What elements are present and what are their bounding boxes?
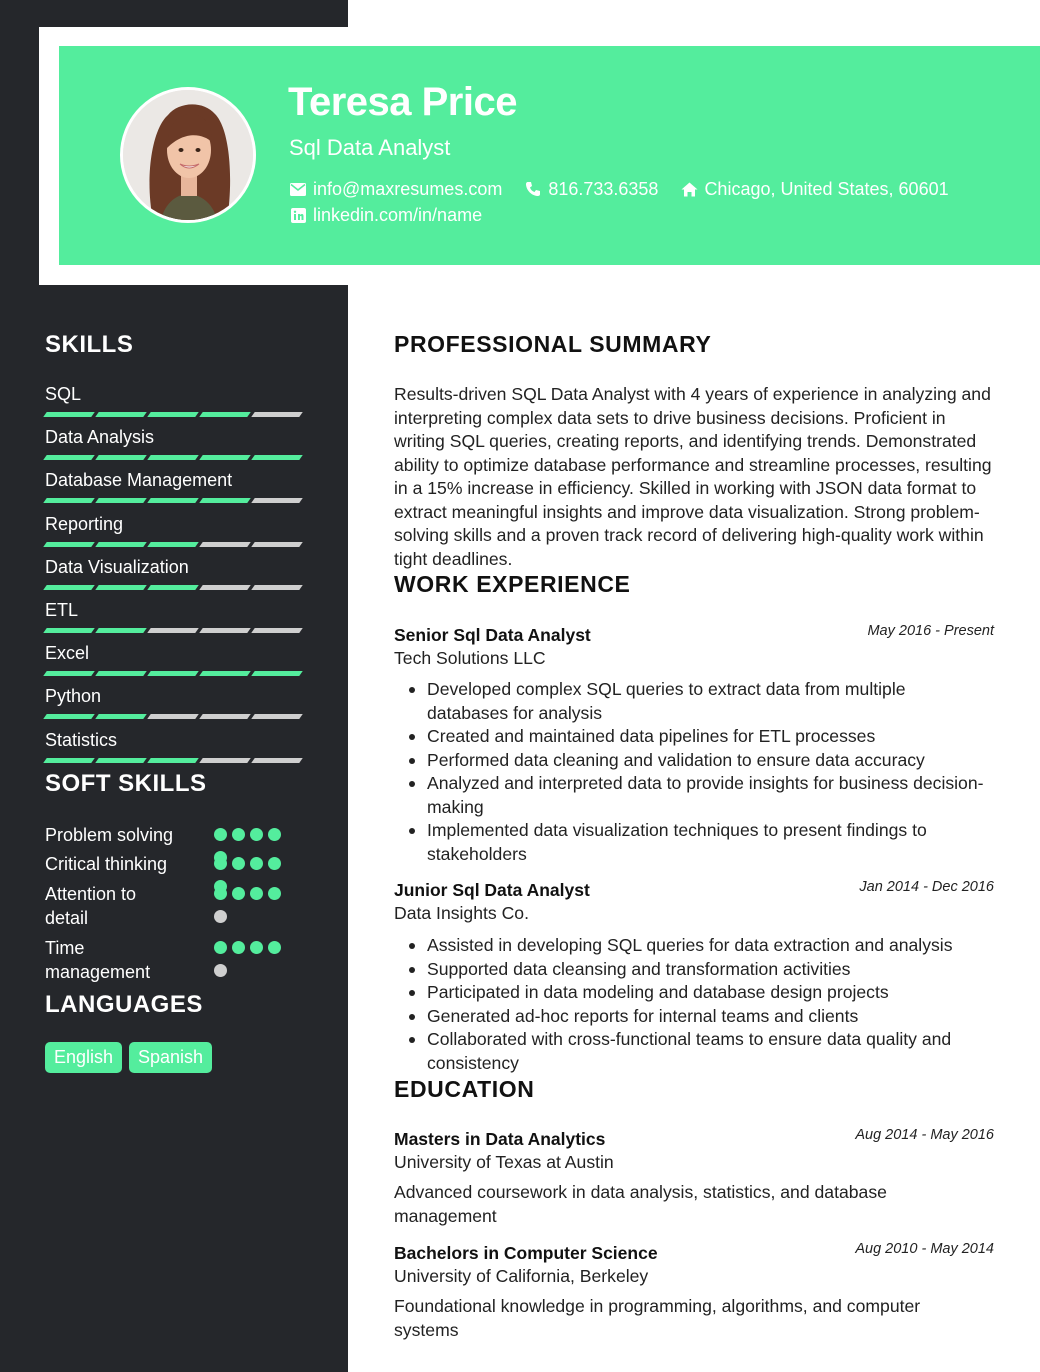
school-name: University of California, Berkeley — [394, 1266, 649, 1286]
rating-dot — [250, 828, 263, 841]
phone-contact[interactable] — [524, 179, 658, 200]
skill-name: Python — [45, 686, 102, 706]
skill-name: ETL — [45, 600, 79, 620]
phone-icon — [524, 180, 542, 198]
location-text: Chicago, United States, 60601 — [704, 178, 949, 199]
skill-level-segment — [199, 585, 251, 590]
language-tag-english: English — [45, 1042, 122, 1073]
skill-level-segment — [251, 585, 303, 590]
list-item: Implemented data visualization techniques to present findings to stakeholders — [406, 819, 986, 866]
linkedin-icon — [289, 206, 307, 224]
skill-level-segment — [251, 542, 303, 547]
email-contact[interactable] — [289, 179, 502, 200]
skill-level-segment — [95, 412, 147, 417]
skill-level-segment — [147, 585, 199, 590]
skill-name: Excel — [45, 643, 90, 663]
education-heading: EDUCATION — [394, 1076, 535, 1102]
skill-name: SQL — [45, 384, 82, 404]
skill-level-segment — [43, 671, 95, 676]
list-item: Assisted in developing SQL queries for data extraction and analysis — [406, 934, 986, 958]
skill-level-segment — [251, 498, 303, 503]
skill-level-bar — [45, 628, 301, 633]
skill-level-segment — [147, 542, 199, 547]
skill-level-segment — [199, 628, 251, 633]
home-icon — [680, 180, 698, 198]
soft-skills-heading: SOFT SKILLS — [45, 770, 207, 797]
skill-level-segment — [43, 628, 95, 633]
skill-level-segment — [147, 671, 199, 676]
soft-skill-label: Critical thinking — [45, 854, 168, 874]
rating-dot — [250, 887, 263, 900]
envelope-icon — [289, 180, 307, 198]
soft-skill-label: Attention to detail — [45, 884, 137, 928]
list-item: Performed data cleaning and validation to ensure data accuracy — [406, 749, 986, 773]
skill-level-segment — [43, 498, 95, 503]
skills-heading: SKILLS — [45, 331, 134, 358]
skill-level-segment — [95, 542, 147, 547]
skill-level-segment — [199, 455, 251, 460]
skill-level-bar — [45, 671, 301, 676]
skill-name: Reporting — [45, 514, 124, 534]
rating-dot — [232, 941, 245, 954]
rating-dot — [250, 857, 263, 870]
rating-dot — [268, 887, 281, 900]
skill-level-segment — [199, 758, 251, 763]
skill-name: Data Analysis — [45, 427, 155, 447]
skill-level-bar — [45, 585, 301, 590]
rating-dot — [214, 941, 227, 954]
skill-name: Data Visualization — [45, 557, 189, 577]
linkedin-text: linkedin.com/in/name — [313, 204, 483, 225]
skill-level-segment — [251, 412, 303, 417]
summary-text: Results-driven SQL Data Analyst with 4 years of experience in analyzing and interpreting complex data sets to drive business decisions. Proficient in writing SQL queries, creating reports, and identifying trends. Demonstrated ability to optimize database performance and streamline processes, resulting in a 15% increase in efficiency. Skilled in working with JSON data format to extract meaningful insights and improve data visualization. Strong problem-solving skills and a proven track record of delivering high-quality work within tight deadlines. — [394, 384, 992, 569]
job-title: Senior Sql Data Analyst — [394, 625, 591, 645]
degree-description: Advanced coursework in data analysis, statistics, and database management — [394, 1182, 887, 1226]
list-item: Participated in data modeling and database design projects — [406, 981, 986, 1005]
skill-level-segment — [251, 628, 303, 633]
skill-level-segment — [43, 455, 95, 460]
job-dates: May 2016 - Present — [867, 623, 994, 639]
candidate-name: Teresa Price — [288, 80, 517, 124]
linkedin-contact[interactable] — [289, 205, 482, 226]
skill-level-segment — [95, 714, 147, 719]
skill-level-segment — [95, 585, 147, 590]
rating-dot — [214, 857, 227, 870]
skill-name: Database Management — [45, 470, 233, 490]
degree-title: Bachelors in Computer Science — [394, 1243, 658, 1263]
candidate-role: Sql Data Analyst — [289, 135, 451, 160]
avatar-portrait — [123, 90, 253, 220]
soft-skill-label: Time management — [45, 938, 151, 982]
skill-level-segment — [95, 671, 147, 676]
skill-level-segment — [147, 498, 199, 503]
skill-level-segment — [147, 628, 199, 633]
skill-level-segment — [199, 542, 251, 547]
skill-level-segment — [43, 585, 95, 590]
skill-level-segment — [147, 412, 199, 417]
experience-heading: WORK EXPERIENCE — [394, 571, 631, 597]
skill-level-segment — [95, 455, 147, 460]
list-item: Analyzed and interpreted data to provide insights for business decision-making — [406, 772, 986, 819]
job-company: Tech Solutions LLC — [394, 648, 546, 668]
rating-dot — [232, 857, 245, 870]
rating-dot — [250, 941, 263, 954]
job-bullets — [406, 678, 986, 866]
language-tag-spanish: Spanish — [129, 1042, 212, 1073]
skill-level-bar — [45, 758, 301, 763]
degree-dates: Aug 2014 - May 2016 — [855, 1127, 994, 1143]
skill-level-bar — [45, 412, 301, 417]
skill-level-segment — [199, 412, 251, 417]
rating-dot — [214, 910, 227, 923]
skill-level-segment — [199, 714, 251, 719]
skill-level-segment — [43, 542, 95, 547]
soft-skill-label: Problem solving — [45, 825, 174, 845]
skill-level-segment — [251, 758, 303, 763]
rating-dot — [214, 964, 227, 977]
list-item: Supported data cleansing and transformation activities — [406, 958, 986, 982]
email-text: info@maxresumes.com — [313, 178, 503, 199]
skill-level-segment — [199, 498, 251, 503]
job-dates: Jan 2014 - Dec 2016 — [859, 879, 994, 895]
school-name: University of Texas at Austin — [394, 1152, 614, 1172]
skill-level-bar — [45, 714, 301, 719]
degree-dates: Aug 2010 - May 2014 — [855, 1241, 994, 1257]
skill-level-segment — [95, 498, 147, 503]
skill-level-segment — [251, 714, 303, 719]
skill-level-segment — [251, 671, 303, 676]
phone-text: 816.733.6358 — [548, 178, 659, 199]
skill-level-segment — [95, 758, 147, 763]
languages-heading: LANGUAGES — [45, 991, 203, 1018]
degree-description: Foundational knowledge in programming, algorithms, and computer systems — [394, 1296, 921, 1340]
job-title: Junior Sql Data Analyst — [394, 880, 590, 900]
skill-level-bar — [45, 455, 301, 460]
skill-level-bar — [45, 542, 301, 547]
skill-level-segment — [43, 714, 95, 719]
location-contact — [680, 179, 948, 200]
skill-level-segment — [147, 714, 199, 719]
summary-heading: PROFESSIONAL SUMMARY — [394, 331, 712, 357]
rating-dot — [232, 828, 245, 841]
contact-row-primary — [289, 177, 971, 201]
rating-dot — [268, 857, 281, 870]
list-item: Developed complex SQL queries to extract data from multiple databases for analysis — [406, 678, 986, 725]
degree-title: Masters in Data Analytics — [394, 1129, 606, 1149]
skill-level-segment — [43, 758, 95, 763]
rating-dot — [268, 941, 281, 954]
soft-skill-rating — [214, 941, 286, 987]
rating-dot — [232, 887, 245, 900]
list-item: Generated ad-hoc reports for internal teams and clients — [406, 1005, 986, 1029]
avatar — [120, 87, 256, 223]
skill-level-segment — [147, 455, 199, 460]
skill-level-segment — [95, 628, 147, 633]
rating-dot — [214, 887, 227, 900]
skill-level-segment — [251, 455, 303, 460]
job-bullets — [406, 934, 986, 1075]
list-item: Created and maintained data pipelines for ETL processes — [406, 725, 986, 749]
contact-row-secondary — [289, 203, 504, 227]
list-item: Collaborated with cross-functional teams to ensure data quality and consistency — [406, 1028, 986, 1075]
skill-level-segment — [199, 671, 251, 676]
job-company: Data Insights Co. — [394, 903, 529, 923]
soft-skill-rating — [214, 887, 286, 933]
skill-level-segment — [147, 758, 199, 763]
rating-dot — [268, 828, 281, 841]
rating-dot — [214, 828, 227, 841]
skill-name: Statistics — [45, 730, 118, 750]
skill-level-segment — [43, 412, 95, 417]
skill-level-bar — [45, 498, 301, 503]
